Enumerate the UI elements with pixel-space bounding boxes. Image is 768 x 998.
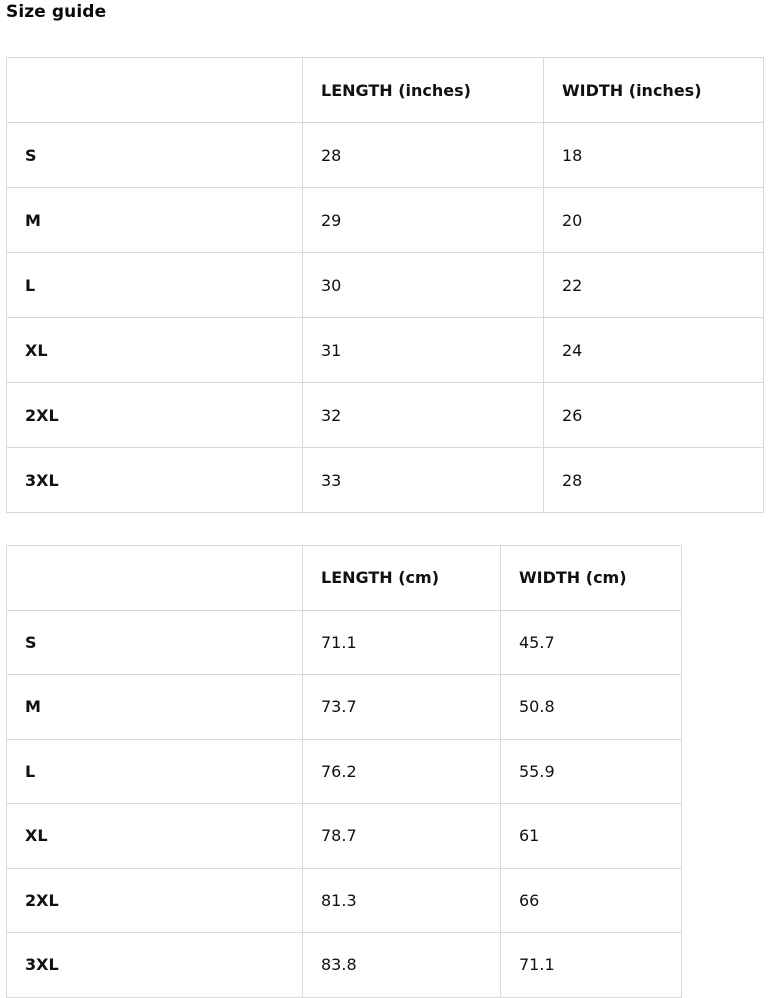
- cell-size: 3XL: [7, 933, 303, 998]
- cell-size: S: [7, 610, 303, 675]
- cell-length: 78.7: [303, 804, 501, 869]
- cell-size: S: [7, 123, 303, 188]
- column-header-length: LENGTH (inches): [303, 58, 544, 123]
- cell-length: 71.1: [303, 610, 501, 675]
- cell-width: 45.7: [501, 610, 682, 675]
- cell-length: 73.7: [303, 675, 501, 740]
- column-header-width: WIDTH (cm): [501, 546, 682, 611]
- page-title: Size guide: [6, 2, 107, 22]
- table-row: [7, 188, 764, 253]
- cell-length: 29: [303, 188, 544, 253]
- cell-size: L: [7, 739, 303, 804]
- cell-width: 28: [544, 448, 764, 513]
- column-header-size: [7, 58, 303, 123]
- table-row: [7, 868, 682, 933]
- size-table-inches: [6, 57, 764, 513]
- table-header-row: [7, 58, 764, 123]
- cell-size: L: [7, 253, 303, 318]
- cell-length: 31: [303, 318, 544, 383]
- column-header-length: LENGTH (cm): [303, 546, 501, 611]
- cell-width: 24: [544, 318, 764, 383]
- cell-size: 2XL: [7, 868, 303, 933]
- column-header-width: WIDTH (inches): [544, 58, 764, 123]
- table-row: [7, 448, 764, 513]
- cell-width: 66: [501, 868, 682, 933]
- cell-width: 20: [544, 188, 764, 253]
- table-row: [7, 610, 682, 675]
- cell-length: 76.2: [303, 739, 501, 804]
- cell-size: XL: [7, 318, 303, 383]
- table-row: [7, 804, 682, 869]
- cell-size: 3XL: [7, 448, 303, 513]
- cell-length: 30: [303, 253, 544, 318]
- cell-length: 83.8: [303, 933, 501, 998]
- table-row: [7, 123, 764, 188]
- cell-width: 18: [544, 123, 764, 188]
- cell-width: 50.8: [501, 675, 682, 740]
- table-row: [7, 675, 682, 740]
- cell-size: M: [7, 188, 303, 253]
- cell-length: 28: [303, 123, 544, 188]
- cell-width: 26: [544, 383, 764, 448]
- table-row: [7, 739, 682, 804]
- table-row: [7, 933, 682, 998]
- column-header-size: [7, 546, 303, 611]
- cell-length: 81.3: [303, 868, 501, 933]
- cell-length: 32: [303, 383, 544, 448]
- table-header-row: [7, 546, 682, 611]
- size-table-cm: [6, 545, 682, 998]
- table-row: [7, 318, 764, 383]
- cell-size: M: [7, 675, 303, 740]
- cell-width: 22: [544, 253, 764, 318]
- cell-width: 61: [501, 804, 682, 869]
- table-row: [7, 383, 764, 448]
- cell-size: 2XL: [7, 383, 303, 448]
- cell-width: 55.9: [501, 739, 682, 804]
- cell-size: XL: [7, 804, 303, 869]
- table-row: [7, 253, 764, 318]
- cell-width: 71.1: [501, 933, 682, 998]
- cell-length: 33: [303, 448, 544, 513]
